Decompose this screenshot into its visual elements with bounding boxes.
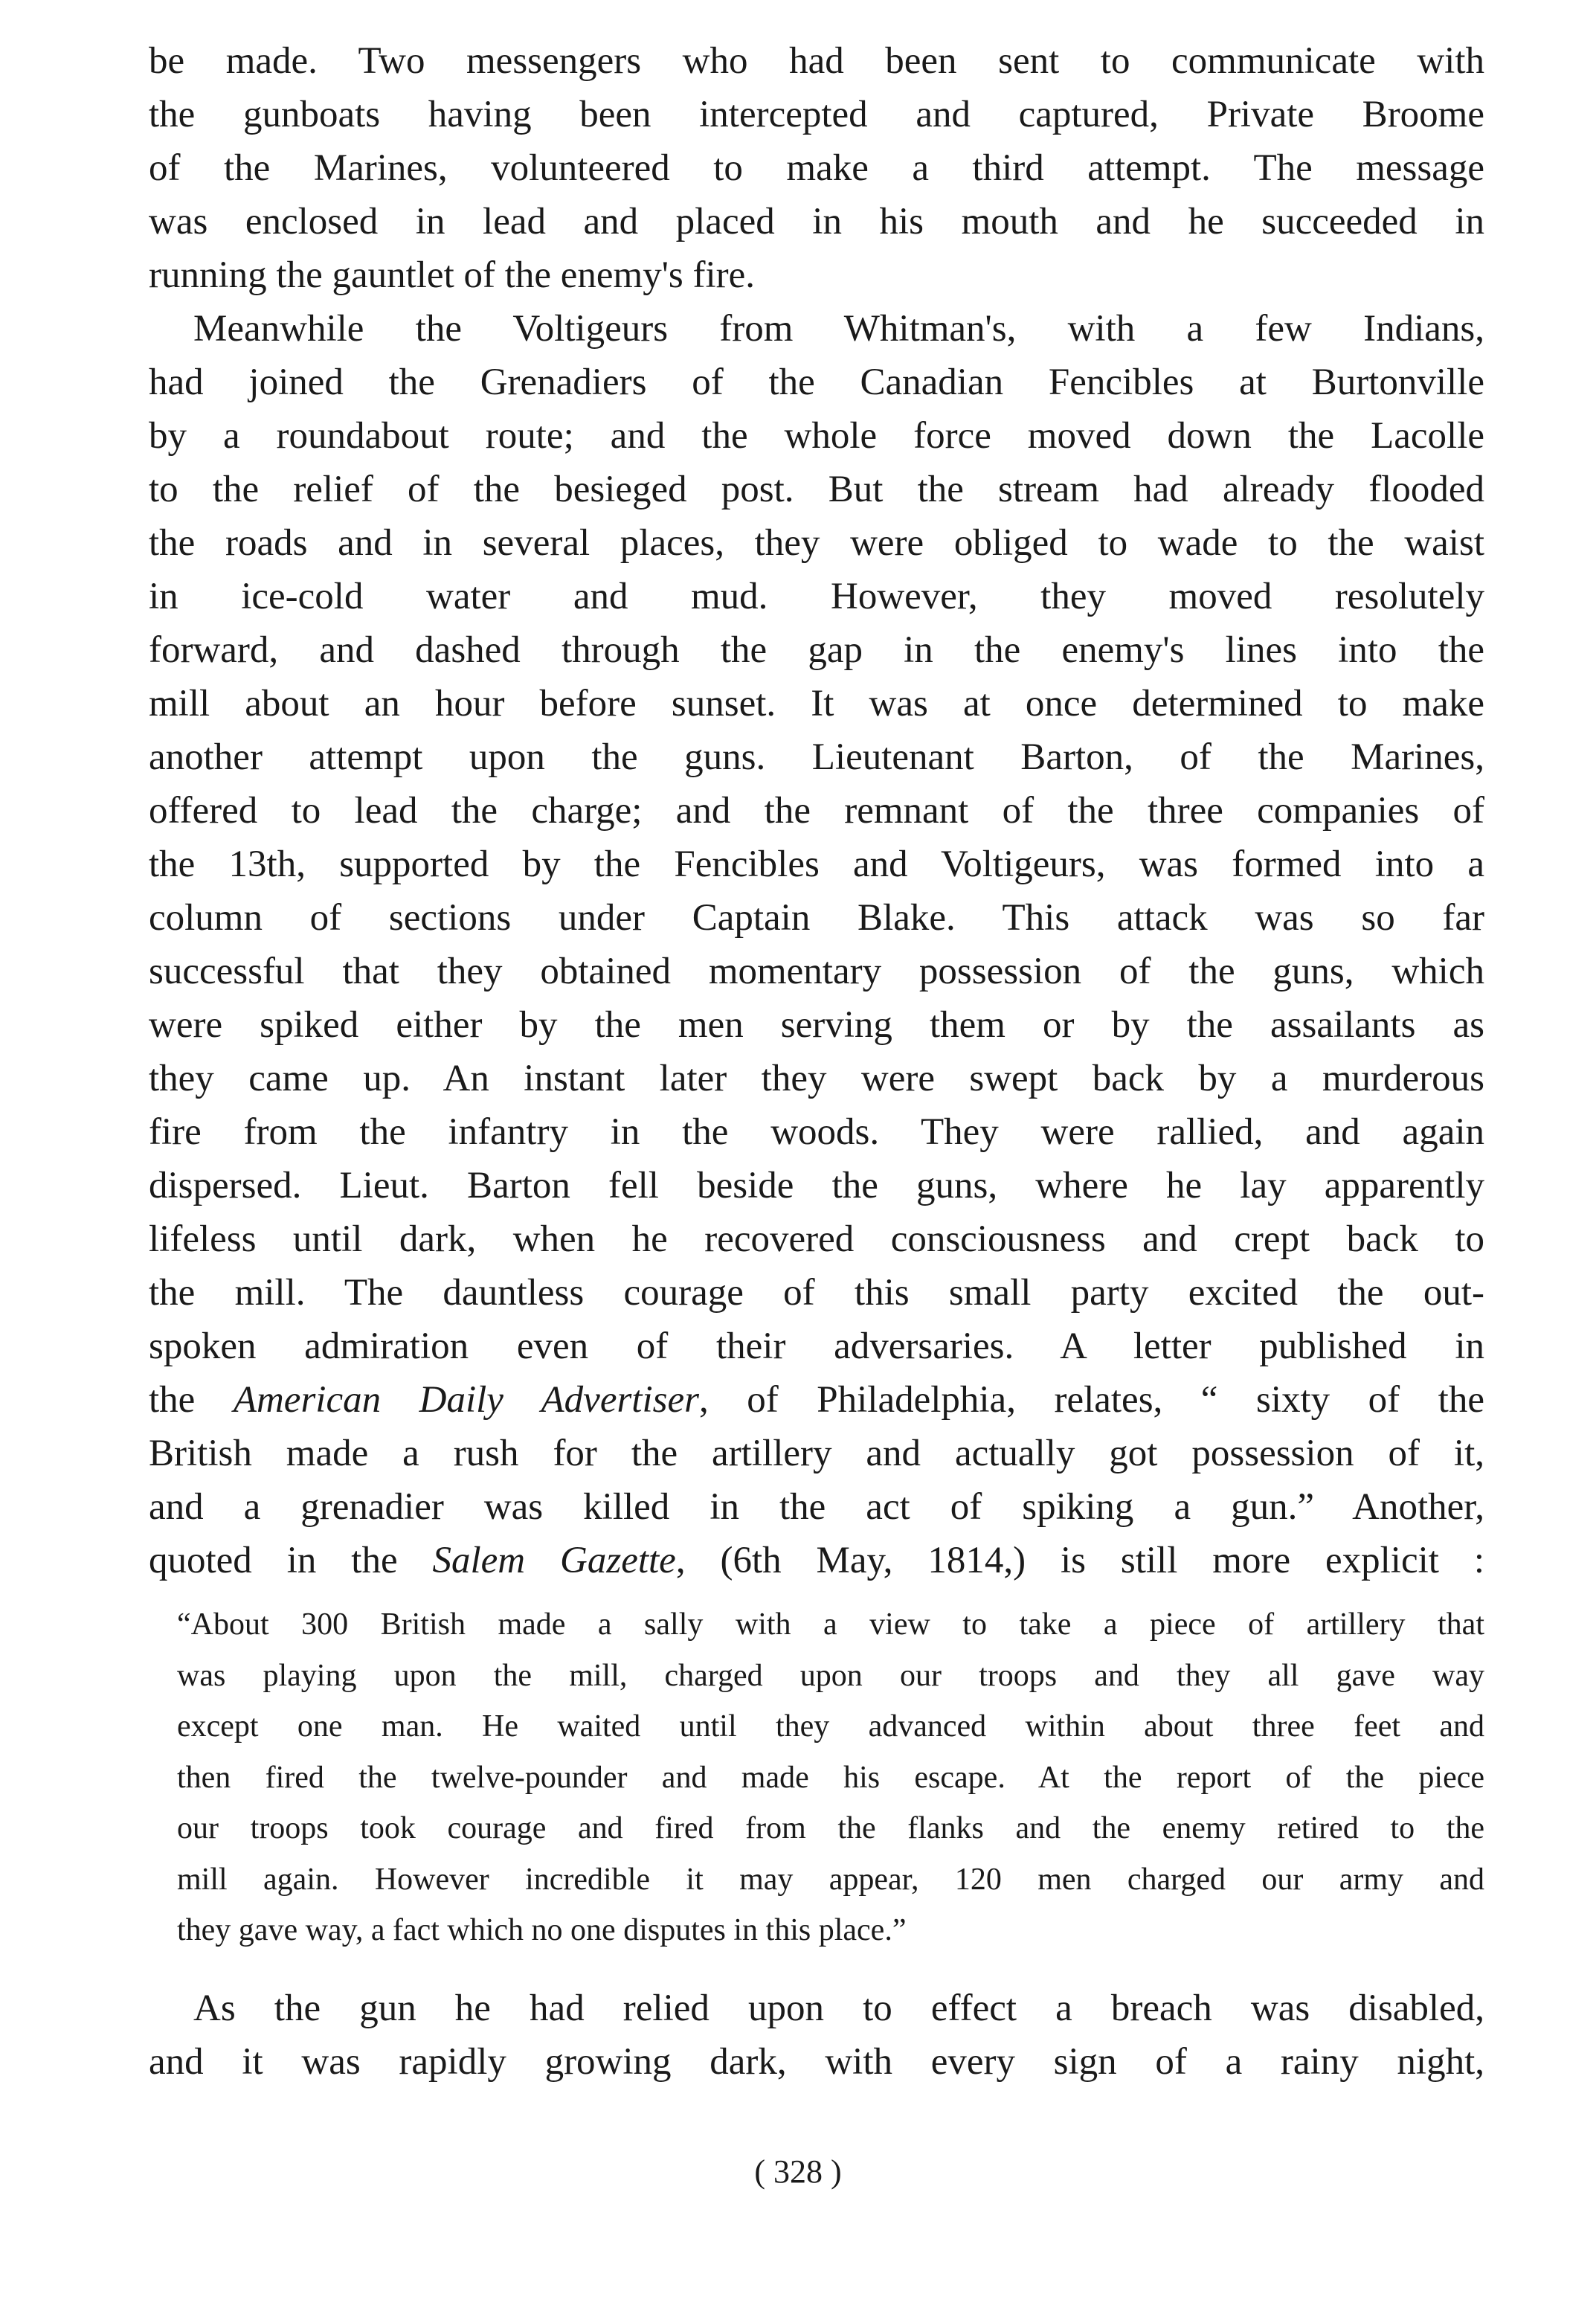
newspaper-title: American Daily Advertiser — [233, 1379, 699, 1421]
text-line: dispersed. Lieut. Barton fell beside the guns, where he lay apparently — [149, 1165, 1484, 1206]
text-line: column of sections under Captain Blake. This attack was so far — [149, 897, 1484, 939]
text-segment: the — [149, 1379, 234, 1421]
text-line: the roads and in several places, they were obliged to wade to the waist — [149, 522, 1484, 564]
text-line: Meanwhile the Voltigeurs from Whitman's, with a few Indians, — [193, 308, 1484, 350]
text-line: spoken admiration even of their adversaries. A letter published in — [149, 1325, 1484, 1367]
text-line: and a grenadier was killed in the act of spiking a gun.” Another, — [149, 1486, 1484, 1528]
text-line: fire from the infantry in the woods. They were rallied, and again — [149, 1111, 1484, 1153]
text-line: in ice-cold water and mud. However, they moved resolutely — [149, 576, 1484, 617]
quote-line: mill again. However incredible it may appear, 120 men charged our army and — [177, 1862, 1484, 1897]
quote-line: then fired the twelve-pounder and made his escape. At the report of the piece — [177, 1760, 1484, 1795]
text-line: forward, and dashed through the gap in the enemy's lines into the — [149, 629, 1484, 671]
paragraph-3 — [149, 1982, 1484, 2089]
text-line-with-citation — [149, 1373, 1484, 1427]
paragraph-1 — [149, 34, 1484, 302]
text-line: lifeless until dark, when he recovered consciousness and crept back to — [149, 1218, 1484, 1260]
quote-line: except one man. He waited until they advanced within about three feet and — [177, 1709, 1484, 1744]
text-line: the gunboats having been intercepted and captured, Private Broome — [149, 94, 1484, 135]
text-line-with-citation — [149, 1534, 1484, 1587]
block-quote — [149, 1599, 1484, 1956]
text-segment: , of Philadelphia, relates, “ sixty of the — [698, 1379, 1484, 1421]
text-line: they came up. An instant later they were swept back by a murderous — [149, 1058, 1484, 1099]
text-line: another attempt upon the guns. Lieutenant Barton, of the Marines, — [149, 736, 1484, 778]
text-line: be made. Two messengers who had been sent to communicate with — [149, 40, 1484, 82]
page-number: ( 328 ) — [754, 2153, 842, 2190]
paragraph-2 — [149, 302, 1484, 1587]
text-segment: , (6th May, 1814,) is still more explicit : — [675, 1540, 1484, 1581]
text-line: As the gun he had relied upon to effect a breach was disabled, — [193, 1987, 1484, 2029]
quote-line: was playing upon the mill, charged upon our troops and they all gave way — [177, 1658, 1484, 1693]
text-line: and it was rapidly growing dark, with every sign of a rainy night, — [149, 2040, 1484, 2083]
text-line: had joined the Grenadiers of the Canadian Fencibles at Burtonville — [149, 361, 1484, 403]
text-line: offered to lead the charge; and the remnant of the three companies of — [149, 790, 1484, 832]
quote-line: our troops took courage and fired from the flanks and the enemy retired to the — [177, 1811, 1484, 1845]
text-line: the 13th, supported by the Fencibles and Voltigeurs, was formed into a — [149, 843, 1484, 885]
text-line: by a roundabout route; and the whole force moved down the Lacolle — [149, 415, 1484, 457]
text-line: to the relief of the besieged post. But the stream had already flooded — [149, 469, 1484, 510]
text-line: the mill. The dauntless courage of this small party excited the out- — [149, 1272, 1484, 1314]
quote-line: “About 300 British made a sally with a view to take a piece of artillery that — [177, 1607, 1484, 1642]
text-line: running the gauntlet of the enemy's fire. — [149, 254, 756, 296]
text-line: were spiked either by the men serving them or by the assailants as — [149, 1004, 1484, 1046]
text-line: of the Marines, volunteered to make a third attempt. The message — [149, 147, 1484, 189]
quote-line: they gave way, a fact which no one disputes in this place.” — [177, 1913, 907, 1947]
text-line: British made a rush for the artillery and actually got possession of it, — [149, 1433, 1484, 1474]
newspaper-title: Salem Gazette — [432, 1540, 676, 1581]
page-body — [149, 34, 1484, 2089]
text-line: successful that they obtained momentary possession of the guns, which — [149, 951, 1484, 992]
text-line: was enclosed in lead and placed in his mouth and he succeeded in — [149, 201, 1484, 242]
text-line: mill about an hour before sunset. It was at once determined to make — [149, 683, 1484, 724]
text-segment: quoted in the — [149, 1540, 433, 1581]
